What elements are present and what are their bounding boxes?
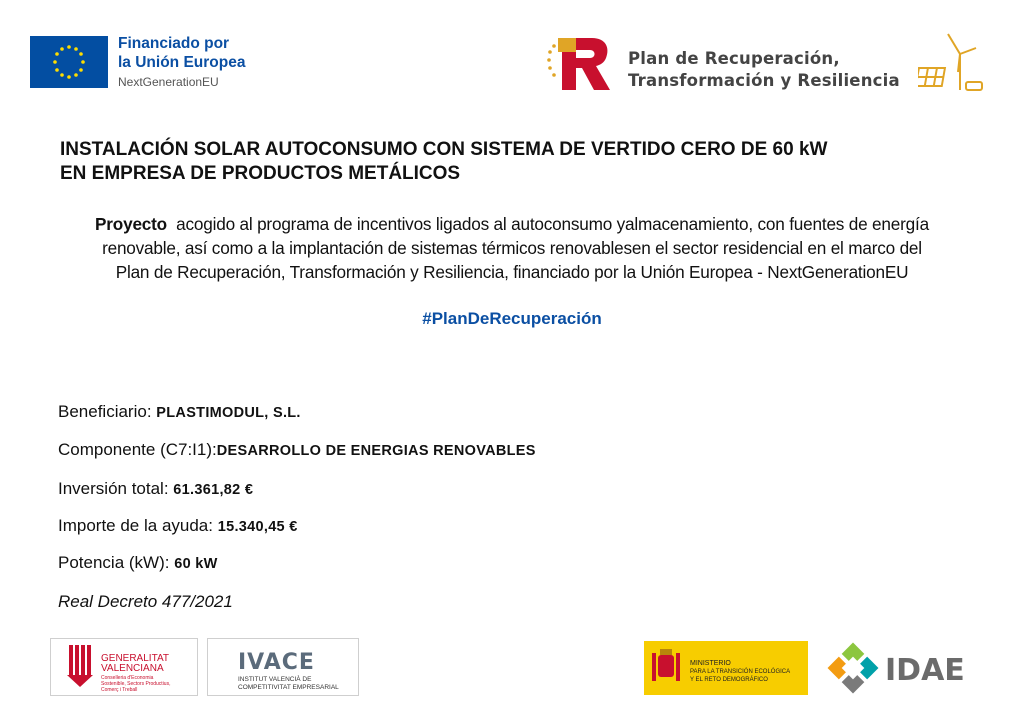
idae-name: IDAE <box>885 653 965 688</box>
ministerio-line2: PARA LA TRANSICIÓN ECOLÓGICA <box>690 669 791 675</box>
gva-logo-icon <box>51 639 197 695</box>
field-potencia <box>58 553 218 573</box>
project-description <box>44 212 980 284</box>
field-label: Potencia (kW): <box>58 553 170 572</box>
idae-logo <box>823 640 993 696</box>
field-value: PLASTIMODUL, S.L. <box>156 405 301 421</box>
project-lead: Proyecto <box>95 214 167 234</box>
ministerio-logo <box>644 641 808 695</box>
ministerio-line1: MINISTERIO <box>690 660 731 667</box>
gva-line5: Comerç i Treball <box>101 687 138 693</box>
eu-flag-icon <box>30 36 108 88</box>
hashtag: #PlanDeRecuperación <box>422 309 602 328</box>
field-value: DESARROLLO DE ENERGIAS RENOVABLES <box>216 443 536 459</box>
field-value: 61.361,82 € <box>173 482 254 498</box>
project-line1 <box>44 212 980 236</box>
title-line1: INSTALACIÓN SOLAR AUTOCONSUMO CON SISTEMA DE VERTIDO CERO DE 60 kW <box>60 139 828 160</box>
title-line2: EN EMPRESA DE PRODUCTOS METÁLICOS <box>60 163 461 184</box>
eu-text-line2: la Unión Europea <box>118 54 246 71</box>
decree-reference: Real Decreto 477/2021 <box>58 592 233 611</box>
gva-line2: VALENCIANA <box>101 663 164 674</box>
ministerio-line3: Y EL RETO DEMOGRÁFICO <box>690 677 768 683</box>
project-line1-text: acogido al programa de incentivos ligados al autoconsumo yalmacenamiento, con fuentes de energía <box>176 214 929 234</box>
field-importe <box>58 516 298 536</box>
eu-text-line1: Financiado por <box>118 35 230 52</box>
ivace-line1: INSTITUT VALENCIÀ DE <box>238 676 312 683</box>
gva-line4: Sostenible, Sectors Productius, <box>101 681 171 687</box>
idae-logo-icon <box>823 640 993 696</box>
ivace-line2: COMPETITIVITAT EMPRESARIAL <box>238 684 339 691</box>
field-value: 15.340,45 € <box>217 519 298 535</box>
field-value: 60 kW <box>174 556 218 572</box>
prtr-text-line1: Plan de Recuperación, <box>628 49 840 68</box>
field-label: Importe de la ayuda: <box>58 516 213 535</box>
generalitat-valenciana-logo <box>50 638 198 696</box>
field-label: Beneficiario: <box>58 402 152 421</box>
ivace-logo <box>207 638 359 696</box>
project-title <box>60 138 980 186</box>
gva-line3: Conselleria d'Economia <box>101 675 154 681</box>
wind-solar-icon <box>918 28 988 98</box>
ministerio-logo-icon <box>644 641 808 695</box>
ivace-name: IVACE <box>238 650 315 675</box>
prtr-text-line2: Transformación y Resiliencia <box>628 71 900 90</box>
eu-text-line3: NextGenerationEU <box>118 75 219 89</box>
field-inversion <box>58 479 253 499</box>
prtr-logo-text <box>628 48 900 92</box>
ivace-logo-icon <box>208 639 358 695</box>
eu-funding-logo-text <box>118 34 245 89</box>
prtr-logo-icon <box>544 34 614 94</box>
field-beneficiario <box>58 402 301 422</box>
project-line2: renovable, así como a la implantación de sistemas térmicos renovablesen el sector residencial en el marco del <box>102 238 922 258</box>
field-label: Inversión total: <box>58 479 169 498</box>
field-componente <box>58 440 536 460</box>
project-line3: Plan de Recuperación, Transformación y Resiliencia, financiado por la Unión Europea - NextGenerationEU <box>115 262 909 282</box>
field-label: Componente (C7:I1): <box>58 440 217 459</box>
gva-line1: GENERALITAT <box>101 653 169 664</box>
